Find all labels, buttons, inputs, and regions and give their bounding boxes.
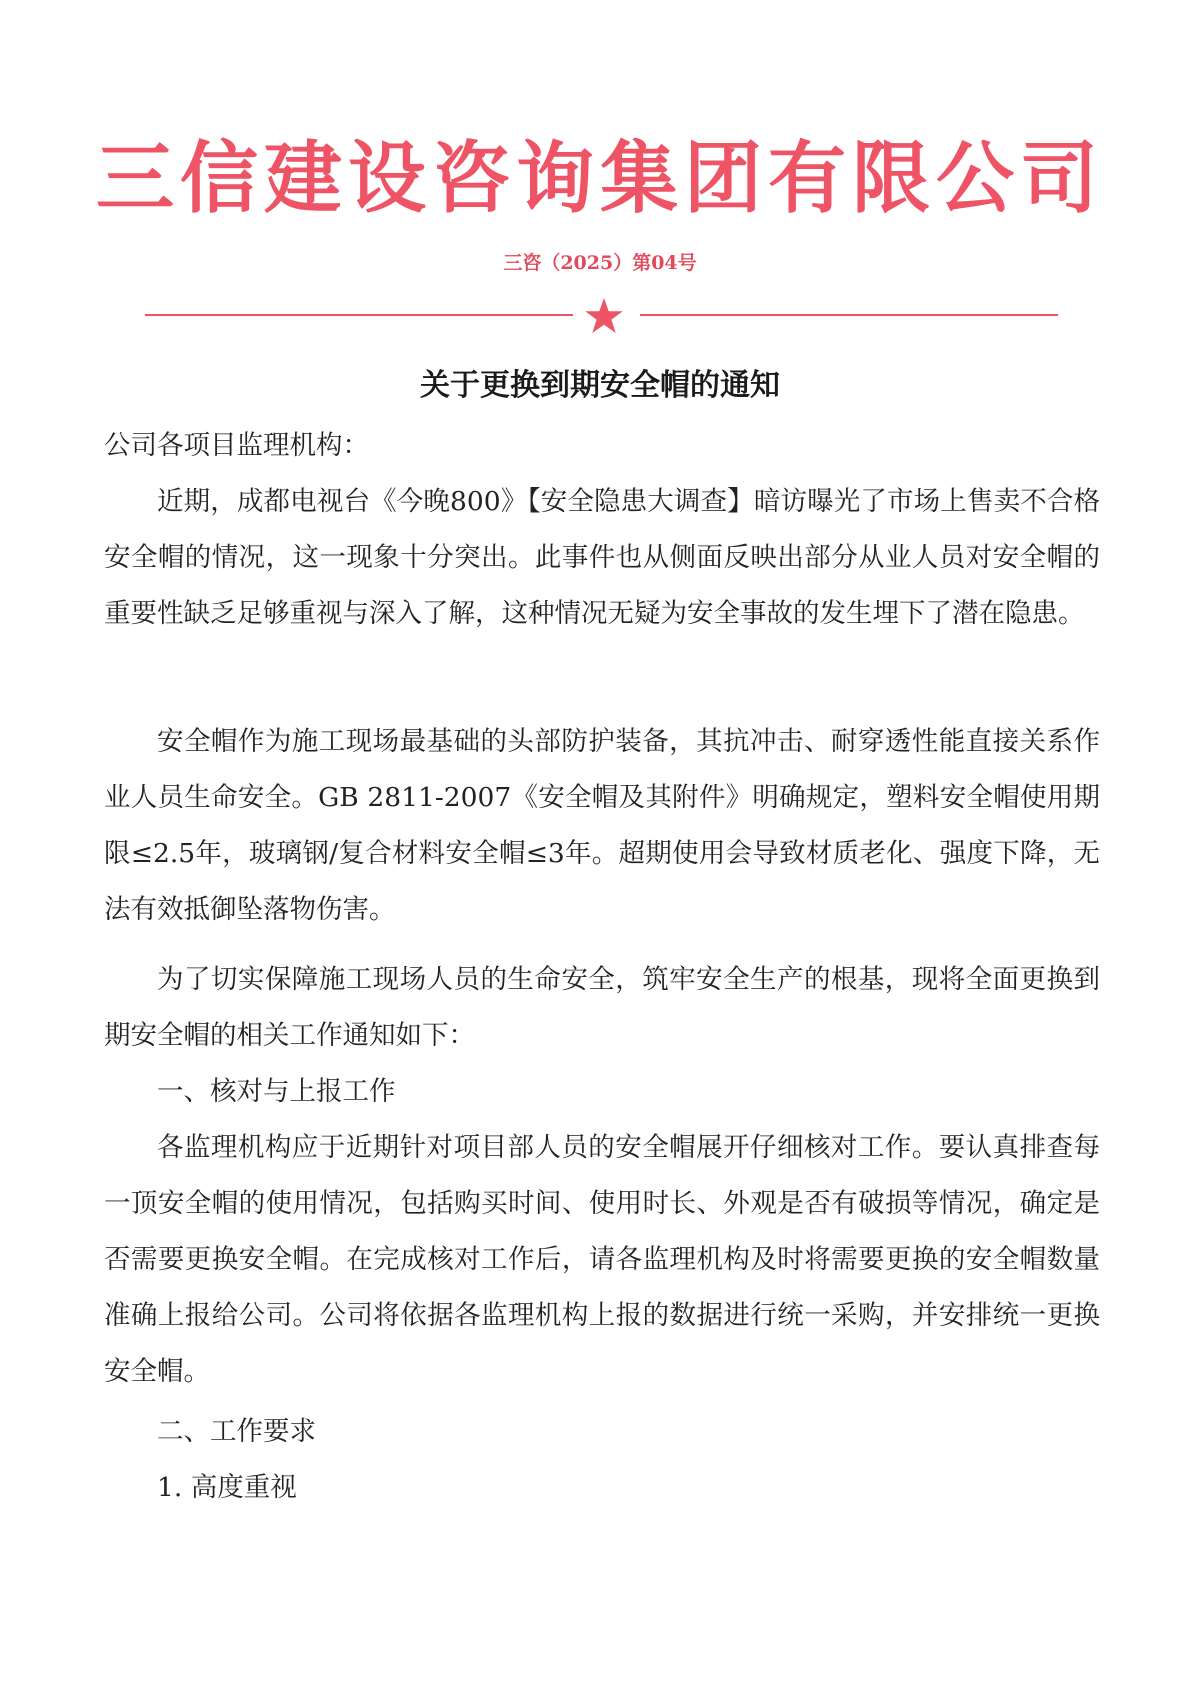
section-1-body: 各监理机构应于近期针对项目部人员的安全帽展开仔细核对工作。要认真排查每一顶安全帽的使用情况，包括购买时间、使用时长、外观是否有破损等情况，确定是否需要更换安全帽。在完成核对工作后，请各监理机构及时将需要更换的安全帽数量准确上报给公司。公司将依据各监理机构上报的数据进行统一采购，并安排统一更换安全帽。 xyxy=(104,1132,1100,1387)
paragraph-2-block xyxy=(104,714,1100,938)
document-number: 三咨（2025）第04号 xyxy=(503,252,697,274)
section-2-heading: 二、工作要求 xyxy=(157,1416,316,1447)
salutation: 公司各项目监理机构： xyxy=(104,430,369,461)
paragraph-1: 近期，成都电视台《今晚800》【安全隐患大调查】暗访曝光了市场上售卖不合格安全帽的情况，这一现象十分突出。此事件也从侧面反映出部分从业人员对安全帽的重要性缺乏足够重视与深入了解，这种情况无疑为安全事故的发生埋下了潜在隐患。 xyxy=(104,486,1100,629)
section-1-heading: 一、核对与上报工作 xyxy=(157,1076,396,1107)
paragraph-2: 安全帽作为施工现场最基础的头部防护装备，其抗冲击、耐穿透性能直接关系作业人员生命安全。GB 2811-2007《安全帽及其附件》明确规定，塑料安全帽使用期限≤2.5年，玻璃钢/复合材料安全帽≤3年。超期使用会导致材质老化、强度下降，无法有效抵御坠落物伤害。 xyxy=(104,726,1100,925)
org-name-header: 三信建设咨询集团有限公司 xyxy=(95,134,1104,224)
header-divider-left xyxy=(145,314,573,316)
star-icon xyxy=(584,296,624,336)
paragraph-3-block xyxy=(104,952,1100,1064)
paragraph-3: 为了切实保障施工现场人员的生命安全，筑牢安全生产的根基，现将全面更换到期安全帽的相关工作通知如下： xyxy=(104,964,1100,1051)
section-2-item-1: 1. 高度重视 xyxy=(157,1472,297,1503)
notice-title: 关于更换到期安全帽的通知 xyxy=(420,368,780,403)
header-divider-right xyxy=(640,314,1058,316)
paragraph-1-block xyxy=(104,474,1100,642)
section-1-body-block xyxy=(104,1120,1100,1400)
